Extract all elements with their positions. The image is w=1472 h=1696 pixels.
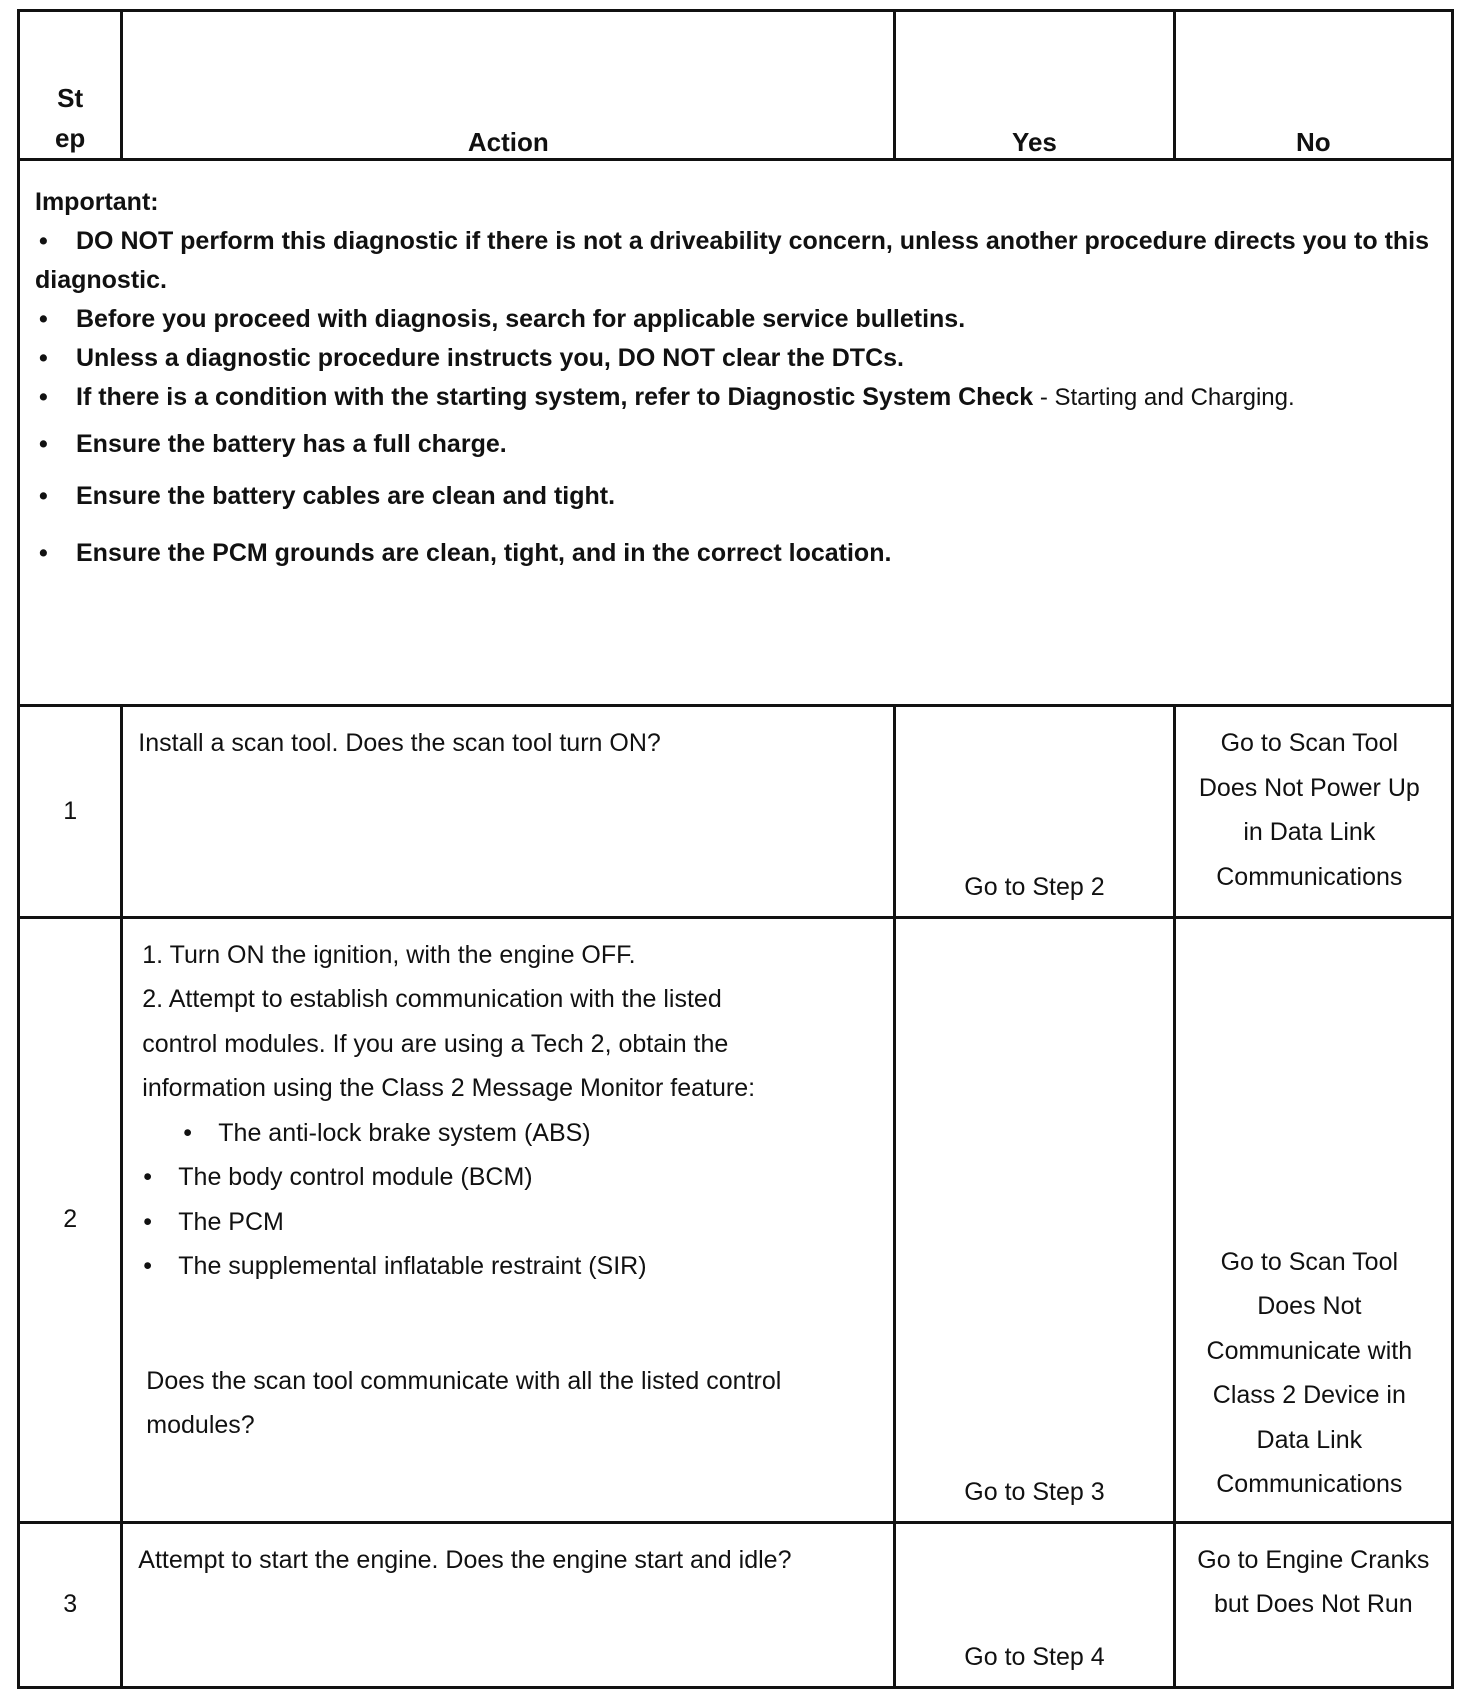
yes-column-header: Yes [895, 11, 1174, 160]
list-item: • If there is a condition with the starting system, refer to Diagnostic System Check - Starting and Charging. [35, 378, 1435, 417]
bullet-icon: • [143, 1163, 153, 1192]
yes-result-link: Go to Step 4 [895, 1522, 1174, 1687]
step-number: 3 [19, 1522, 122, 1687]
action-column-header: Action [122, 11, 895, 160]
list-item: • Before you proceed with diagnosis, search for applicable service bulletins. [35, 300, 1435, 339]
action-instruction: 2. Attempt to establish communication with the listed control modules. If you are using a Tech 2, obtain the information using the Class 2 Message Monitor feature: [142, 985, 756, 1103]
list-item: • Ensure the PCM grounds are clean, tight, and in the correct location. [35, 534, 1435, 573]
important-title: Important: [35, 187, 159, 216]
step-action: Install a scan tool. Does the scan tool turn ON? [122, 706, 895, 918]
list-item: • Ensure the battery cables are clean and tight. [35, 477, 1435, 516]
table-row [19, 1522, 1453, 1687]
diagnostic-table [17, 9, 1454, 1689]
step-question: Does the scan tool communicate with all the listed control modules? [146, 1366, 782, 1440]
bullet-icon: • [39, 304, 48, 333]
bullet-icon: • [39, 429, 48, 458]
bullet-icon: • [143, 1252, 153, 1281]
bullet-icon: • [39, 382, 48, 411]
step-action [122, 917, 895, 1522]
no-result-link: Go to Engine Cranks but Does Not Run [1174, 1522, 1452, 1687]
step-column-header: St ep [19, 11, 122, 160]
table-row [19, 917, 1453, 1522]
list-item: • The anti-lock brake system (ABS) [138, 1111, 783, 1156]
bullet-icon: • [39, 538, 48, 567]
important-row [19, 159, 1453, 705]
table-header-row [19, 11, 1453, 160]
list-item: • The supplemental inflatable restraint (SIR) [138, 1244, 783, 1289]
no-column-header: No [1174, 11, 1452, 160]
no-result-link: Go to Scan Tool Does Not Power Up in Data Link Communications [1174, 706, 1452, 918]
step-number: 1 [19, 706, 122, 918]
list-item: • The PCM [138, 1200, 783, 1245]
important-notes [19, 159, 1453, 705]
yes-result-link: Go to Step 2 [895, 706, 1174, 918]
action-instruction: 1. Turn ON the ignition, with the engine OFF. [142, 940, 636, 969]
bullet-icon: • [39, 481, 48, 510]
bullet-icon: • [143, 1207, 153, 1236]
list-item: • DO NOT perform this diagnostic if there is not a driveability concern, unless another procedure directs you to this diagnostic. [35, 222, 1435, 300]
bullet-icon: • [39, 343, 48, 372]
important-list [35, 222, 1435, 573]
module-list [138, 1111, 783, 1289]
yes-result-link: Go to Step 3 [895, 917, 1174, 1522]
bullet-icon: • [183, 1118, 193, 1147]
list-item: • Ensure the battery has a full charge. [35, 425, 1435, 464]
step-number: 2 [19, 917, 122, 1522]
no-result-link: Go to Scan Tool Does Not Communicate with Class 2 Device in Data Link Communications [1174, 917, 1452, 1522]
step-action: Attempt to start the engine. Does the engine start and idle? [122, 1522, 895, 1687]
table-row [19, 706, 1453, 918]
list-item: • Unless a diagnostic procedure instructs you, DO NOT clear the DTCs. [35, 339, 1435, 378]
bullet-icon: • [39, 226, 48, 255]
list-item: • The body control module (BCM) [138, 1155, 783, 1200]
